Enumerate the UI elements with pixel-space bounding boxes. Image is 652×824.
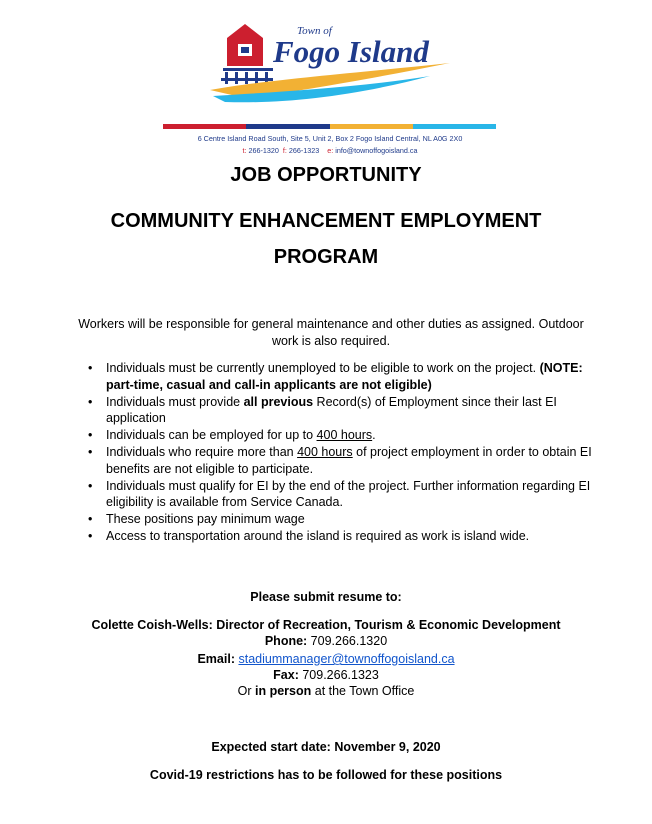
requirements-list (84, 360, 604, 545)
contact-fax (0, 668, 652, 682)
email-link[interactable]: stadiummanager@townoffogoisland.ca (238, 652, 455, 666)
bullet-bold: all previous (243, 394, 314, 409)
program-title-line2: PROGRAM (273, 246, 379, 268)
bullet-icon: • (88, 428, 93, 443)
phone-value: 709.266.1320 (307, 634, 388, 648)
list-item (84, 511, 604, 528)
in-person-pre: Or (237, 684, 255, 698)
wharf-icon (221, 68, 273, 84)
bullet-icon: • (88, 478, 93, 493)
fax-label: f: (282, 146, 287, 155)
list-item (84, 528, 604, 545)
contact-name: Colette Coish-Wells: Director of Recreation, Tourism & Economic Development (91, 618, 561, 632)
saltbox-house-icon (227, 24, 263, 66)
submit-heading: Please submit resume to: (250, 590, 402, 604)
bullet-icon: • (88, 528, 93, 543)
fax-label: Fax: (273, 668, 299, 682)
email-value: info@townoffogoisland.ca (335, 146, 418, 155)
bullet-note: (NOTE: part-time, casual and call-in applicants are not eligible) (106, 361, 583, 392)
bullet-text: Individuals must be currently unemployed to be eligible to work on the project. (106, 361, 540, 375)
bullet-underline: 400 hours (316, 428, 373, 443)
bullet-icon: • (88, 512, 93, 527)
list-item (84, 360, 604, 394)
bullet-icon: • (88, 444, 93, 459)
fogo-island-logo (205, 18, 460, 118)
covid-notice: Covid-19 restrictions has to be followed for these positions (149, 768, 503, 782)
bullet-text: Individuals must provide (106, 394, 244, 409)
bullet-text: Record(s) of Employment since their last EI application (106, 394, 557, 426)
bullet-text: Individuals must qualify for EI by the end of the project. Further information regarding EI eligibility is available from Service Canada. (106, 478, 591, 510)
email-label: Email: (197, 652, 235, 666)
bullet-text: Individuals can be employed for up to (106, 428, 317, 443)
header-contacts (130, 146, 530, 155)
contact-phone (0, 634, 652, 648)
in-person-post: at the Town Office (311, 684, 415, 698)
bullet-icon: • (88, 361, 93, 375)
phone-label: Phone: (264, 634, 308, 648)
in-person-line (0, 684, 652, 698)
phone-label: t: (242, 146, 247, 155)
logo-name: Fogo Island (273, 34, 429, 69)
job-opportunity-heading: JOB OPPORTUNITY (230, 164, 422, 186)
list-item (84, 394, 604, 428)
fax-value: 709.266.1323 (298, 668, 379, 682)
bullet-text: These positions pay minimum wage (106, 512, 305, 527)
list-item (84, 444, 604, 478)
list-item (84, 478, 604, 512)
program-title-line1: COMMUNITY ENHANCEMENT EMPLOYMENT (110, 210, 542, 232)
list-item (84, 427, 604, 444)
email-label: e: (327, 146, 334, 155)
bullet-text: Individuals who require more than (106, 444, 298, 459)
logo-town-of: Town of (297, 25, 332, 37)
start-date: Expected start date: November 9, 2020 (211, 740, 441, 754)
header-color-bar (163, 124, 496, 129)
in-person-bold: in person (255, 684, 312, 698)
bullet-icon: • (88, 394, 93, 409)
header-address: 6 Centre Island Road South, Site 5, Unit 2, Box 2 Fogo Island Central, NL A0G 2X0 (197, 134, 463, 143)
bullet-text: of project employment in order to obtain EI benefits are not eligible to participate. (106, 444, 592, 476)
bullet-underline: 400 hours (297, 444, 353, 459)
intro-paragraph: Workers will be responsible for general maintenance and other duties as assigned. Outdoor work is also required. (78, 317, 584, 348)
contact-email (0, 652, 652, 666)
bullet-text: . (372, 428, 376, 443)
fax-value: 266-1323 (288, 146, 320, 155)
phone-value: 266-1320 (248, 146, 279, 155)
bullet-text: Access to transportation around the island is required as work is island wide. (106, 528, 530, 543)
